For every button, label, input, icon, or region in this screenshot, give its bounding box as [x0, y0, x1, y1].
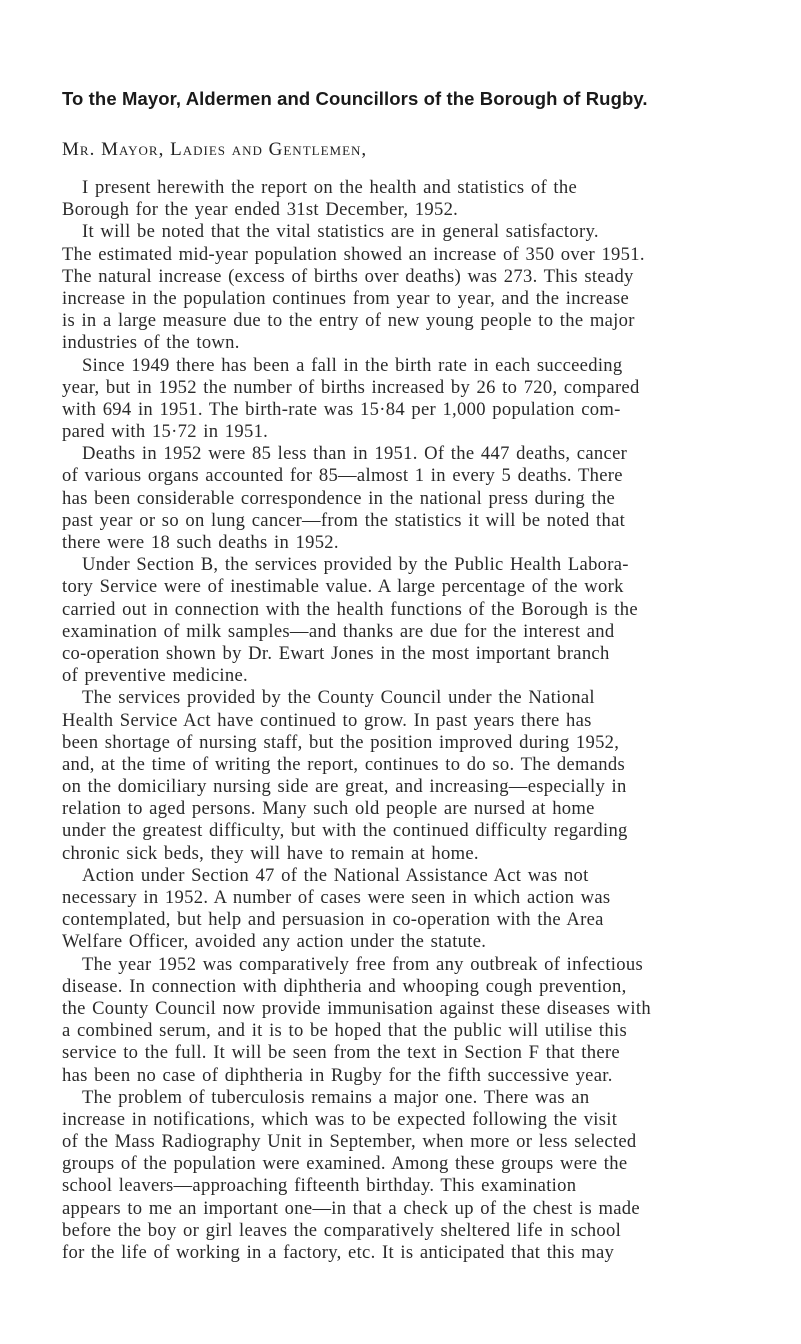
text-line: necessary in 1952. A number of cases were seen in which action was — [62, 887, 611, 908]
text-line: year, but in 1952 the number of births increased by 26 to 720, compared — [62, 376, 640, 398]
text-line: school leavers—approaching fifteenth birthday. This examination — [62, 1175, 577, 1197]
text-line: co-operation shown by Dr. Ewart Jones in the most important branch — [62, 642, 610, 664]
text-line: I present herewith the report on the health and statistics of the — [82, 177, 578, 198]
text-line: with 694 in 1951. The birth-rate was 15·84 per 1,000 population com- — [62, 398, 621, 420]
text-line: on the domiciliary nursing side are great, and increasing—especially in — [62, 776, 627, 798]
text-line: The services provided by the County Council under the National — [82, 687, 595, 709]
report-body — [62, 177, 742, 1264]
text-line: been shortage of nursing staff, but the position improved during 1952, — [62, 731, 620, 753]
text-line: is in a large measure due to the entry of new young people to the major — [62, 310, 635, 332]
text-line: Borough for the year ended 31st December, 1952. — [62, 199, 459, 221]
text-line: examination of milk samples—and thanks are due for the interest and — [62, 620, 615, 642]
text-line: before the boy or girl leaves the comparatively sheltered life in school — [62, 1219, 622, 1241]
text-line: of various organs accounted for 85—almost 1 in every 5 deaths. There — [62, 465, 623, 487]
text-line: Welfare Officer, avoided any action under the statute. — [62, 931, 487, 953]
text-line: The estimated mid-year population showed an increase of 350 over 1951. — [62, 243, 645, 265]
salutation: Mr. Mayor, Ladies and Gentlemen, — [62, 139, 368, 160]
text-line: service to the full. It will be seen from the text in Section F that there — [62, 1042, 620, 1064]
text-line: Since 1949 there has been a fall in the birth rate in each succeeding — [82, 354, 623, 376]
text-line: contemplated, but help and persuasion in co-operation with the Area — [62, 909, 604, 931]
text-line: and, at the time of writing the report, continues to do so. The demands — [62, 753, 626, 775]
text-line: of preventive medicine. — [62, 665, 248, 687]
text-line: increase in the population continues from year to year, and the increase — [62, 287, 630, 309]
text-line: Deaths in 1952 were 85 less than in 1951. Of the 447 deaths, cancer — [82, 443, 628, 465]
text-line: appears to me an important one—in that a check up of the chest is made — [62, 1197, 640, 1219]
text-line: The year 1952 was comparatively free from any outbreak of infectious — [82, 953, 643, 975]
text-line: The problem of tuberculosis remains a major one. There was an — [82, 1086, 590, 1108]
text-line: The natural increase (excess of births over deaths) was 273. This steady — [62, 265, 634, 287]
text-line: chronic sick beds, they will have to remain at home. — [62, 842, 479, 864]
text-line: has been considerable correspondence in the national press during the — [62, 487, 616, 509]
report-heading: To the Mayor, Aldermen and Councillors of the Borough of Rugby. — [62, 88, 648, 109]
text-line: groups of the population were examined. Among these groups were the — [62, 1153, 628, 1175]
text-line: Under Section B, the services provided by the Public Health Labora- — [82, 554, 629, 576]
text-line: has been no case of diphtheria in Rugby for the fifth successive year. — [62, 1064, 613, 1086]
text-line: pared with 15·72 in 1951. — [62, 421, 269, 443]
text-line: It will be noted that the vital statistics are in general satisfactory. — [82, 221, 599, 243]
text-line: Action under Section 47 of the National Assistance Act was not — [82, 864, 589, 886]
text-line: of the Mass Radiography Unit in September, when more or less selected — [62, 1131, 637, 1153]
text-line: increase in notifications, which was to be expected following the visit — [62, 1108, 618, 1130]
text-line: under the greatest difficulty, but with the continued difficulty regarding — [62, 820, 628, 842]
text-line: for the life of working in a factory, etc. It is anticipated that this may — [62, 1242, 615, 1263]
text-line: there were 18 such deaths in 1952. — [62, 532, 339, 553]
text-line: carried out in connection with the health functions of the Borough is the — [62, 598, 638, 620]
text-line: the County Council now provide immunisation against these diseases with — [62, 997, 651, 1019]
text-line: industries of the town. — [62, 332, 240, 354]
text-line: relation to aged persons. Many such old people are nursed at home — [62, 798, 595, 820]
text-line: Health Service Act have continued to grow. In past years there has — [62, 709, 592, 731]
text-line: tory Service were of inestimable value. A large percentage of the work — [62, 576, 624, 598]
text-line: disease. In connection with diphtheria and whooping cough prevention, — [62, 975, 627, 997]
text-line: a combined serum, and it is to be hoped that the public will utilise this — [62, 1020, 627, 1042]
text-line: past year or so on lung cancer—from the statistics it will be noted that — [62, 509, 626, 531]
